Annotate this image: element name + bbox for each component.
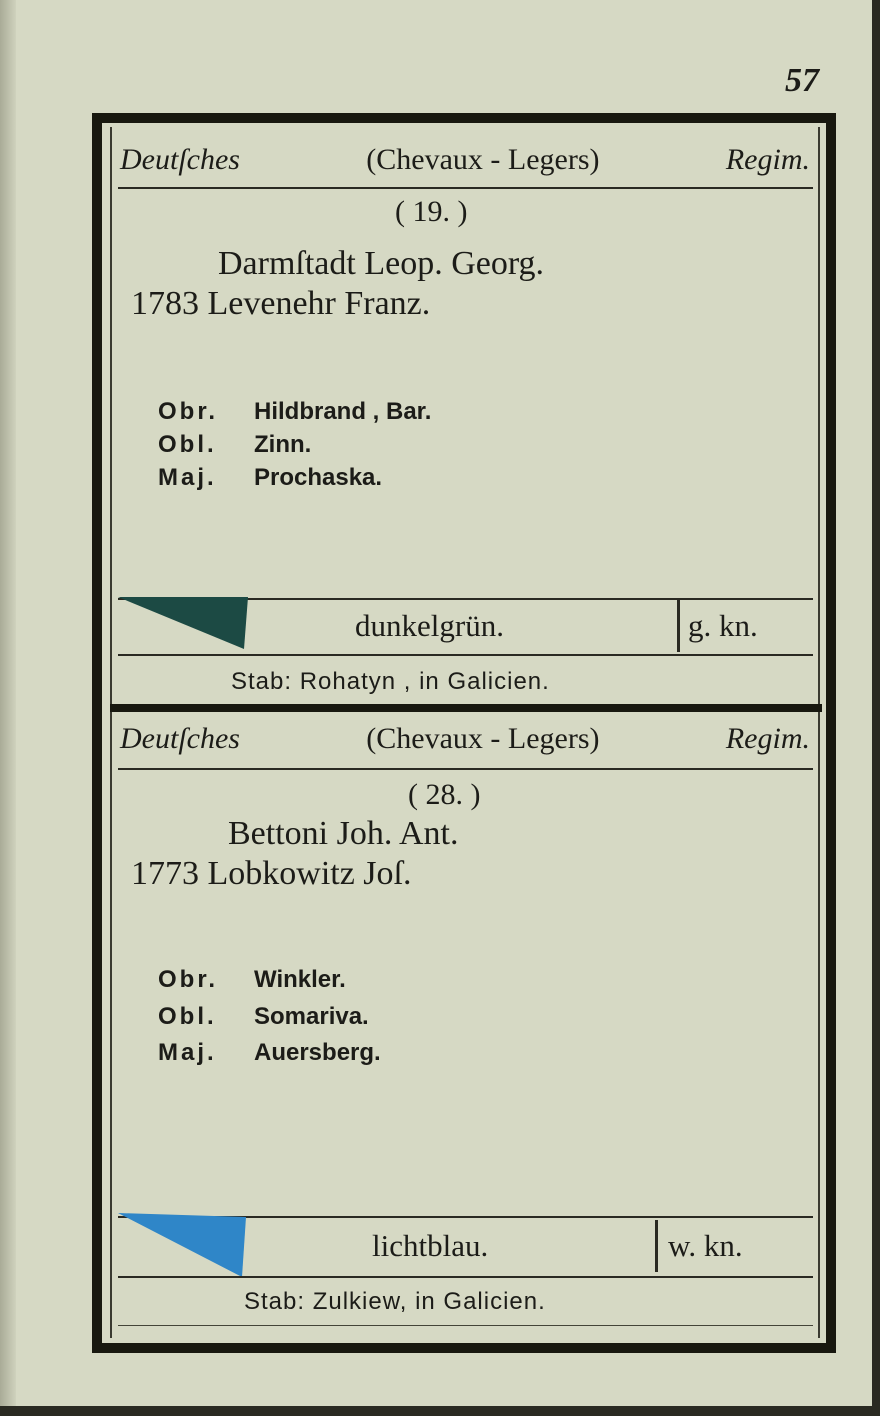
regiment-header [120,143,810,177]
page-number: 57 [785,62,819,99]
officer-rank: Obl. [158,431,217,458]
officer-rank: Obr. [158,398,219,425]
officer-row [158,1039,381,1067]
header-nationality: Deutſches [120,722,240,755]
officer-rank: Maj. [158,1039,217,1066]
regiment-stab: Stab: Rohatyn , in Galicien. [231,668,550,695]
header-rule [118,187,813,189]
regiment-number: ( 28. ) [408,778,481,811]
regiment-year: 1773 [131,855,199,892]
color-row-bottom-rule [118,1276,813,1278]
button-type: w. kn. [668,1228,743,1263]
regiment-year: 1783 [131,285,199,322]
officer-name: Winkler. [254,966,346,993]
header-regim: Regim. [725,143,810,176]
regiment-owner-line [131,285,430,323]
facing-color-name: dunkelgrün. [355,608,504,643]
button-type: g. kn. [688,608,758,643]
regiment-owner-line [131,855,411,893]
header-type: (Chevaux - Legers) [366,143,600,176]
regiment-inhaber: Darmſtadt Leop. Georg. [218,245,545,282]
officer-rank: Obl. [158,1003,217,1030]
officer-row [158,464,382,492]
header-nationality: Deutſches [120,143,240,176]
regiment-owner: Lobkowitz Joſ. [207,855,412,892]
bottom-rule [118,1325,813,1326]
officer-name: Zinn. [254,431,312,458]
regiment-stab: Stab: Zulkiew, in Galicien. [244,1288,546,1315]
regiment-separator [110,704,822,712]
officer-row [158,1003,369,1031]
swatch-triangle [118,597,248,649]
officer-rank: Obr. [158,966,219,993]
page-edge-bottom [0,1406,880,1416]
facing-color-swatch [118,597,248,649]
regiment-number: ( 19. ) [395,195,468,228]
officer-name: Prochaska. [254,464,383,491]
officer-row [158,431,311,459]
facing-color-name: lichtblau. [372,1228,489,1263]
color-button-divider [655,1220,658,1272]
regiment-header [120,722,810,756]
officer-name: Auersberg. [254,1039,381,1066]
header-regim: Regim. [725,722,810,755]
book-spine [0,0,16,1416]
officer-row [158,398,431,426]
color-button-divider [677,600,680,652]
header-type: (Chevaux - Legers) [366,722,600,755]
header-rule [118,768,813,770]
regiment-owner: Levenehr Franz. [207,285,431,322]
officer-name: Somariva. [254,1003,369,1030]
color-row-bottom-rule [118,654,813,656]
officer-rank: Maj. [158,464,217,491]
regiment-inhaber: Bettoni Joh. Ant. [228,815,459,852]
officer-row [158,966,346,994]
page-edge-right [872,0,880,1416]
facing-color-swatch [118,1213,248,1277]
officer-name: Hildbrand , Bar. [254,398,432,425]
swatch-triangle [118,1213,246,1277]
